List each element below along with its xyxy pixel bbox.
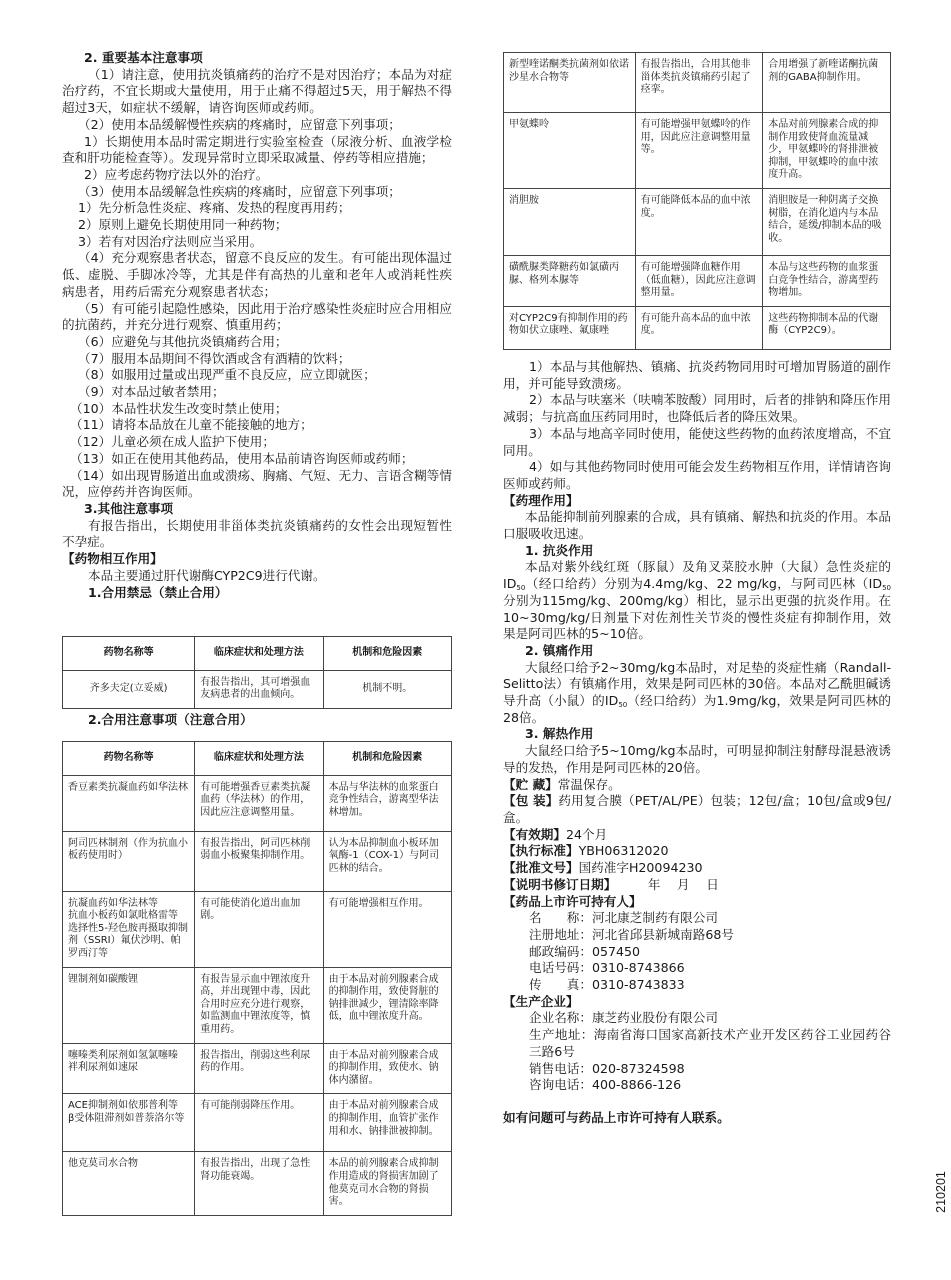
section-heading xyxy=(503,994,891,1011)
subscript: 50 xyxy=(516,584,526,593)
text-run: 2. 镇痛作用 xyxy=(525,642,594,658)
table-row xyxy=(504,188,891,255)
paragraph: （5）有可能引起隐性感染，因此用于治疗感染性炎症时应合用相应的抗菌药，并充分进行观察、慎重用药； xyxy=(62,300,452,333)
table-cell: 磺酰脲类降糖药如氯磺丙脲、格列本脲等 xyxy=(504,255,636,306)
paragraph: （8）如服用过量或出现严重不良反应，应立即就医； xyxy=(78,367,376,383)
table-cell: 新型喹诺酮类抗菌剂如依诺沙星水合物等 xyxy=(504,53,636,113)
text-run: 咨询电话：400-8866-126 xyxy=(529,1077,682,1093)
table-cell: 锂制剂如碳酸锂 xyxy=(63,967,195,1043)
text-run: 生产地址：海南省海口国家高新技术产业开发区药谷工业园药谷三路6号 xyxy=(529,1027,891,1059)
paragraph: （4）充分观察患者状态，留意不良反应的发生。有可能出现体温过低、虚脱、手脚冰冷等，尤其是伴有高热的儿童和老年人或消耗性疾病患者，用药后需充分观察患者状态； xyxy=(62,250,452,299)
table-cell: 本品的前列腺素合成抑制作用造成的肾损害加剧了他莫克司水合物的肾损害。 xyxy=(323,1152,451,1215)
paragraph xyxy=(503,927,891,944)
table-cell: 有可能增强甲氨蝶呤的作用，因此应注意调整用量等。 xyxy=(635,113,763,189)
table-cell: 有可能降低本品的血中浓度。 xyxy=(635,188,763,255)
text-run: 药用复合膜（PET/AL/PE）包装；12包/盒；10包/盒或9包/盒。 xyxy=(503,793,891,825)
paragraph xyxy=(503,910,891,927)
text-run: 1. 抗炎作用 xyxy=(525,542,594,558)
table-header-row xyxy=(63,742,452,776)
paragraph xyxy=(503,743,891,776)
section-heading: 【药物相互作用】 xyxy=(62,551,163,567)
paragraph: （3）使用本品缓解急性疾病的疼痛时，应留意下列事项； xyxy=(78,183,401,199)
caution-combination-heading: 2.合用注意事项（注意合用） xyxy=(88,712,253,727)
paragraph xyxy=(503,793,891,826)
table-cell: 有报告指出，阿司匹林削弱血小板聚集抑制作用。 xyxy=(195,831,323,891)
paragraph xyxy=(503,977,891,994)
table-row xyxy=(63,1043,452,1094)
caution-table-continued xyxy=(503,52,891,350)
paragraph xyxy=(503,960,891,977)
paragraph xyxy=(503,877,891,894)
table-cell: 对CYP2C9有抑制作用的药物如伏立康唑、氟康唑 xyxy=(504,306,636,349)
table-cell: 香豆素类抗凝血药如华法林 xyxy=(63,775,195,831)
section-heading xyxy=(503,543,891,560)
table-cell: 有可能增强降血糖作用（低血糖），因此应注意调整用量。 xyxy=(635,255,763,306)
text-run: 【生产企业】 xyxy=(503,993,579,1009)
table-cell: 有可能增强香豆素类抗凝血药（华法林）的作用，因此应注意调整用量。 xyxy=(195,775,323,831)
table-cell: 有报告指出，其可增强血友病患者的出血倾向。 xyxy=(195,670,323,708)
column-header: 药物名称等 xyxy=(63,742,195,776)
table-cell: 抗凝血药如华法林等 抗血小板药如氯吡格雷等 选择性5-羟色胺再摄取抑制剂（SSRI）氟伏沙明、帕罗西汀等 xyxy=(63,891,195,967)
table-row xyxy=(63,670,452,708)
table-cell: 由于本品对前列腺素合成的抑制作用，致使水、钠体内潴留。 xyxy=(323,1043,451,1094)
paragraph xyxy=(503,777,891,794)
text-run: 3）本品与地高辛同时使用，能使这些药物的血药浓度增高，不宜同用。 xyxy=(503,425,891,458)
paragraph xyxy=(503,1094,891,1110)
field-label: 【有效期】 xyxy=(503,826,566,842)
table-cell: 报告指出，削弱这些利尿药的作用。 xyxy=(195,1043,323,1094)
table-row xyxy=(63,967,452,1043)
paragraph: 1）先分析急性炎症、疼痛、发热的程度再用药； xyxy=(78,200,351,216)
text-run: 邮政编码：057450 xyxy=(529,943,641,959)
paragraph xyxy=(503,827,891,844)
table-row xyxy=(504,53,891,113)
paragraph: （14）如出现胃肠道出血或溃疡、胸痛、气短、无力、言语含糊等情况，应停药并咨询医师。 xyxy=(62,467,452,500)
table-cell: 有报告显示血中锂浓度升高，并出现锂中毒，因此合用时应充分进行观察，如监测血中锂浓度等，慎重用药。 xyxy=(195,967,323,1043)
paragraph: 3）若有对因治疗法则应当采用。 xyxy=(78,233,263,249)
paragraph: 1）长期使用本品时需定期进行实验室检查（尿液分析、血液学检查和肝功能检查等）。发现异常时立即采取减量、停药等相应措施； xyxy=(62,133,452,166)
text-run: 常温保存。 xyxy=(557,776,621,792)
section-heading xyxy=(503,1110,891,1127)
table-cell: 由于本品对前列腺素合成的抑制作用，血管扩张作用和水、钠排泄被抑制。 xyxy=(323,1094,451,1152)
paragraph: （6）应避免与其他抗炎镇痛药合用； xyxy=(78,333,288,349)
column-header: 机制和危险因素 xyxy=(323,742,451,776)
paragraph: 2）原则上避免长期使用同一种药物； xyxy=(78,217,288,233)
section-heading xyxy=(503,894,891,911)
paragraph: （9）对本品过敏者禁用； xyxy=(78,384,225,400)
table-cell: 有报告指出，合用其他非甾体类抗炎镇痛药引起了痉挛。 xyxy=(635,53,763,113)
table-cell: 有报告指出，出现了急性肾功能衰竭。 xyxy=(195,1152,323,1215)
text-run: 1）本品与其他解热、镇痛、抗炎药物同用时可增加胃肠道的副作用，并可能导致溃疡。 xyxy=(503,359,891,391)
text-run: 企业名称：康芝药业股份有限公司 xyxy=(529,1010,718,1026)
column-header: 临床症状和处理方法 xyxy=(195,742,323,776)
field-label: 【批准文号】 xyxy=(503,860,579,876)
paragraph xyxy=(503,509,891,542)
text-run: YBH06312020 xyxy=(578,843,669,859)
text-run: 【药理作用】 xyxy=(503,492,579,508)
section-heading: 1.合用禁忌（禁止合用） xyxy=(88,584,228,600)
table-cell: 认为本品抑制血小板环加氧酶-1（COX-1）与阿司匹林的结合。 xyxy=(323,831,451,891)
table-cell: 消胆胺 xyxy=(504,188,636,255)
table-cell: 有可能升高本品的血中浓度。 xyxy=(635,306,763,349)
paragraph xyxy=(503,1061,891,1078)
table-cell: 有可能削弱降压作用。 xyxy=(195,1094,323,1152)
paragraph xyxy=(503,1077,891,1094)
paragraph xyxy=(503,660,891,727)
paragraph xyxy=(503,944,891,961)
paragraph xyxy=(503,860,891,877)
table-cell: 机制不明。 xyxy=(323,670,451,708)
text-run: 2）本品与呋塞米（呋喃苯胺酸）同用时，后者的排钠和降压作用减弱；与抗高血压药同用时，也降低后者的降压效果。 xyxy=(503,392,891,425)
table-cell: ACE抑制剂如依那普利等 β受体阻滞剂如普萘洛尔等 xyxy=(63,1094,195,1152)
table-cell: 甲氨蝶呤 xyxy=(504,113,636,189)
right-column xyxy=(503,359,891,1127)
table-row xyxy=(63,775,452,831)
paragraph: 2）应考虑药物疗法以外的治疗。 xyxy=(84,166,269,182)
table-cell: 这些药物抑制本品的代谢酶（CYP2C9）。 xyxy=(763,306,891,349)
field-label: 【执行标准】 xyxy=(503,843,579,859)
text-run: 【药品上市许可持有人】 xyxy=(503,893,642,909)
text-run: 本品对紫外线红斑（豚鼠）及角叉菜胶水肿（大鼠）急性炎症的ID xyxy=(503,559,891,592)
text-run: 电话号码：0310-8743866 xyxy=(529,960,685,976)
text-run: 4）如与其他药物同时使用可能会发生药物相互作用，详情请咨询医师或药师。 xyxy=(503,459,891,491)
table-row xyxy=(504,306,891,349)
paragraph: （10）本品性状发生改变时禁止使用； xyxy=(70,400,288,416)
text-run: 大鼠经口给予5~10mg/kg本品时，可明显抑制注射酵母混悬液诱导的发热，作用是阿司匹林的20倍。 xyxy=(503,743,891,775)
contraindication-table xyxy=(62,636,452,709)
text-run: 销售电话：020-87324598 xyxy=(529,1060,685,1076)
table-cell: 齐多夫定(立妥威) xyxy=(63,670,195,708)
section-heading: 3.其他注意事项 xyxy=(84,500,174,516)
text-run: 如有问题可与药品上市许可持有人联系。 xyxy=(503,1109,730,1125)
section-heading xyxy=(503,643,891,660)
subscript: 50 xyxy=(882,584,891,593)
column-header: 临床症状和处理方法 xyxy=(195,637,323,671)
field-label: 【包 装】 xyxy=(503,793,559,809)
paragraph: （1）请注意，使用抗炎镇痛药的治疗不是对因治疗；本品为对症治疗药，不宜长期或大量使用，用于止痛不得超过5天，用于解热不得超过3天，如症状不缓解，请咨询医师或药师。 xyxy=(62,66,452,116)
table-cell: 噻嗪类利尿剂如氢氯噻嗪 袢利尿剂如速尿 xyxy=(63,1043,195,1094)
table-row xyxy=(63,1152,452,1215)
paragraph xyxy=(503,559,891,643)
paragraph: 有报告指出，长期使用非甾体类抗炎镇痛药的女性会出现短暂性不孕症。 xyxy=(62,517,452,550)
table-cell: 有可能使消化道出血加剧。 xyxy=(195,891,323,967)
text-run: 年 月 日 xyxy=(610,876,719,892)
paragraph: （12）儿童必须在成人监护下使用； xyxy=(70,434,275,450)
paragraph xyxy=(503,359,891,392)
table-row xyxy=(63,831,452,891)
table-cell: 他克莫司水合物 xyxy=(63,1152,195,1215)
subscript: 50 xyxy=(618,701,628,710)
table-cell: 本品与这些药物的血浆蛋白竞争性结合，游离型药物增加。 xyxy=(763,255,891,306)
left-column xyxy=(62,50,452,601)
table-cell: 由于本品对前列腺素合成的抑制作用，致使肾脏的钠排泄减少，锂清除率降低，血中锂浓度升高。 xyxy=(323,967,451,1043)
section-heading xyxy=(503,726,891,743)
paragraph: （2）使用本品缓解慢性疾病的疼痛时，应留意下列事项； xyxy=(78,116,401,132)
column-header: 药物名称等 xyxy=(63,637,195,671)
paragraph xyxy=(503,843,891,860)
text-run: 24个月 xyxy=(565,826,608,842)
print-code: 210201 xyxy=(933,1171,948,1213)
text-run: 注册地址：河北省邱县新城南路68号 xyxy=(529,926,734,942)
paragraph: （11）请将本品放在儿童不能接触的地方； xyxy=(70,417,313,433)
text-run: 国药准字H20094230 xyxy=(578,860,703,876)
field-label: 【贮 藏】 xyxy=(503,776,558,792)
table-row xyxy=(504,255,891,306)
table-cell: 有可能增强相互作用。 xyxy=(323,891,451,967)
text-run: 3. 解热作用 xyxy=(525,726,594,742)
paragraph: （13）如正在使用其他药品，使用本品前请咨询医师或药师； xyxy=(70,450,414,466)
paragraph xyxy=(503,426,891,459)
table-cell: 消胆胺是一种阴离子交换树脂，在消化道内与本品结合，延缓/抑制本品的吸收。 xyxy=(763,188,891,255)
table-header-row xyxy=(63,637,452,671)
column-header: 机制和危险因素 xyxy=(323,637,451,671)
section-heading xyxy=(503,493,891,510)
paragraph xyxy=(503,1027,891,1060)
paragraph xyxy=(503,392,891,425)
table-cell: 阿司匹林制剂（作为抗血小板药使用时） xyxy=(63,831,195,891)
table-row xyxy=(63,1094,452,1152)
section-heading: 2. 重要基本注意事项 xyxy=(84,50,203,65)
text-run: 本品能抑制前列腺素的合成，具有镇痛、解热和抗炎的作用。本品口服吸收迅速。 xyxy=(503,509,891,542)
text-run: 传 真：0310-8743833 xyxy=(529,977,685,993)
paragraph: 本品主要通过肝代谢酶CYP2C9进行代谢。 xyxy=(88,567,326,583)
text-run: 名 称：河北康芝制药有限公司 xyxy=(529,910,718,926)
text-run: 分别为115mg/kg、200mg/kg）相比，显示出更强的抗炎作用。在10~30mg/kg/日剂量下对佐剂性关节炎的慢性炎症有抑制作用，效果是阿司匹林的5~10倍。 xyxy=(503,592,891,642)
table-row xyxy=(504,113,891,189)
table-cell: 本品与华法林的血浆蛋白竞争性结合，游离型华法林增加。 xyxy=(323,775,451,831)
paragraph xyxy=(503,1010,891,1027)
table-row xyxy=(63,891,452,967)
table-cell: 合用增强了新喹诺酮抗菌剂的GABA抑制作用。 xyxy=(763,53,891,113)
text-run: （经口给药）分别为4.4mg/kg、22 mg/kg，与阿司匹林（ID xyxy=(525,576,883,592)
text-run: 大鼠经口给予2~30mg/kg本品时，对足垫的炎症性痛（Randall-Selitto法）有镇痛作用，效果是阿司匹林的30倍。本品对乙酰胆碱诱导升高（小鼠）的ID xyxy=(503,659,891,709)
text-run: （经口给药）为1.9mg/kg，效果是阿司匹林的28倍。 xyxy=(503,693,891,725)
paragraph: （7）服用本品期间不得饮酒或含有酒精的饮料； xyxy=(78,350,351,366)
caution-table xyxy=(62,741,452,1216)
paragraph xyxy=(503,459,891,492)
field-label: 【说明书修订日期】 xyxy=(503,876,611,892)
table-cell: 本品对前列腺素合成的抑制作用致使肾血流量减少，甲氨蝶呤的肾排泄被抑制，甲氨蝶呤的血中浓度升高。 xyxy=(763,113,891,189)
